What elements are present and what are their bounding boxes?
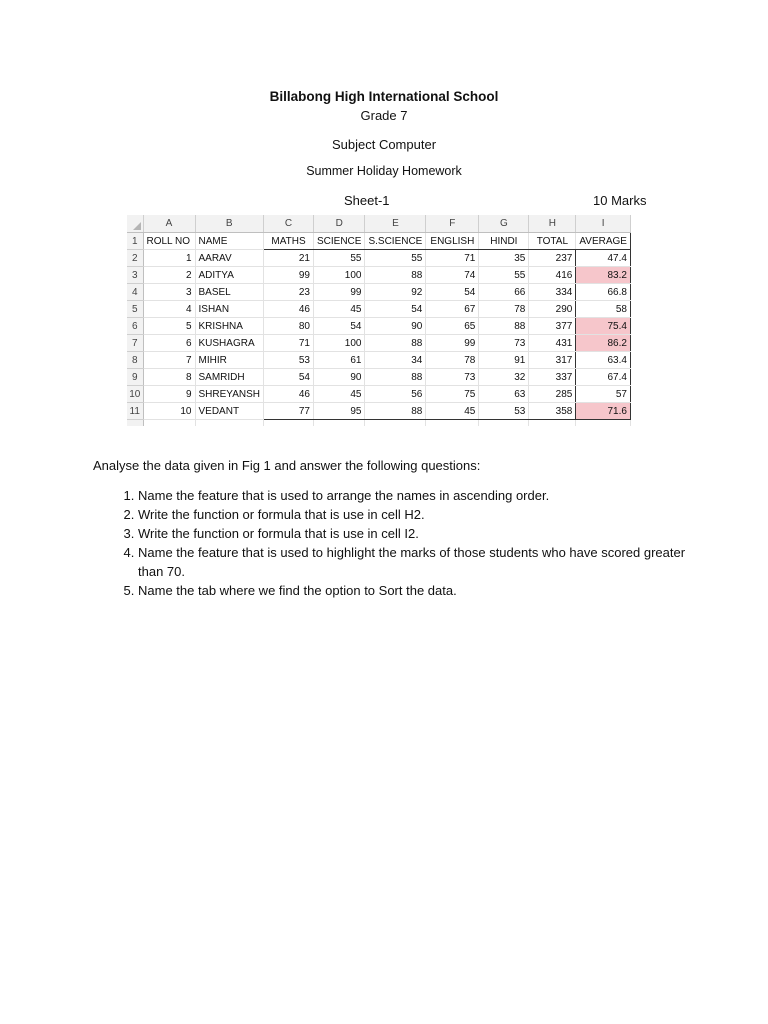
cell-g: 91 [479, 352, 529, 369]
cell-a: 6 [143, 335, 195, 352]
table-row [127, 403, 630, 420]
cell-g: 63 [479, 386, 529, 403]
cell-g: 66 [479, 284, 529, 301]
cell-a: 7 [143, 352, 195, 369]
row-header[interactable]: 4 [127, 284, 143, 301]
cell-e: 88 [365, 403, 426, 420]
table-row [127, 318, 630, 335]
cell-b: ISHAN [195, 301, 264, 318]
question-item: 1. Name the feature that is used to arrange the names in ascending order. [138, 486, 698, 505]
column-header[interactable]: D [314, 215, 365, 233]
table-row [127, 352, 630, 369]
cell-f: 73 [426, 369, 479, 386]
cell-e: 55 [365, 250, 426, 267]
cell-c: 77 [264, 403, 314, 420]
header-cell: HINDI [479, 233, 529, 250]
cell-d: 45 [314, 301, 365, 318]
row-header[interactable]: 7 [127, 335, 143, 352]
cell-d: 61 [314, 352, 365, 369]
table-row [127, 386, 630, 403]
question-item: 2. Write the function or formula that is use in cell H2. [138, 505, 698, 524]
question-list [106, 486, 698, 600]
cell-a: 5 [143, 318, 195, 335]
column-header[interactable]: A [143, 215, 195, 233]
cell-b: KUSHAGRA [195, 335, 264, 352]
homework-title: Summer Holiday Homework [306, 164, 462, 178]
cell-f: 74 [426, 267, 479, 284]
row-header[interactable]: 10 [127, 386, 143, 403]
header-cell: S.SCIENCE [365, 233, 426, 250]
cell-h: 358 [529, 403, 576, 420]
cell-b: SAMRIDH [195, 369, 264, 386]
cell-a: 4 [143, 301, 195, 318]
empty-cell [143, 420, 195, 427]
cell-a: 10 [143, 403, 195, 420]
cell-i: 57 [576, 386, 631, 403]
cell-b: ADITYA [195, 267, 264, 284]
cell-f: 99 [426, 335, 479, 352]
cell-d: 100 [314, 335, 365, 352]
spreadsheet-table [127, 215, 631, 426]
cell-e: 54 [365, 301, 426, 318]
cell-e: 56 [365, 386, 426, 403]
cell-g: 88 [479, 318, 529, 335]
question-item: 4. Name the feature that is used to highlight the marks of those students who have scored greater than 70. [138, 543, 698, 581]
grade-label: Grade 7 [360, 108, 408, 123]
empty-cell [264, 420, 314, 427]
cell-d: 45 [314, 386, 365, 403]
header-cell: MATHS [264, 233, 314, 250]
cell-i: 86.2 [576, 335, 631, 352]
cell-f: 67 [426, 301, 479, 318]
cell-c: 54 [264, 369, 314, 386]
row-header [127, 420, 143, 427]
cell-d: 95 [314, 403, 365, 420]
cell-i: 63.4 [576, 352, 631, 369]
cell-i: 83.2 [576, 267, 631, 284]
table-row [127, 233, 630, 250]
column-header[interactable]: E [365, 215, 426, 233]
empty-cell [479, 420, 529, 427]
cell-b: BASEL [195, 284, 264, 301]
cell-b: MIHIR [195, 352, 264, 369]
cell-i: 66.8 [576, 284, 631, 301]
cell-h: 317 [529, 352, 576, 369]
row-header[interactable]: 8 [127, 352, 143, 369]
cell-b: VEDANT [195, 403, 264, 420]
header-cell: SCIENCE [314, 233, 365, 250]
column-header[interactable]: I [576, 215, 631, 233]
column-header[interactable]: H [529, 215, 576, 233]
cell-g: 53 [479, 403, 529, 420]
cell-e: 90 [365, 318, 426, 335]
row-header[interactable]: 9 [127, 369, 143, 386]
cell-g: 35 [479, 250, 529, 267]
cell-f: 54 [426, 284, 479, 301]
cell-g: 55 [479, 267, 529, 284]
question-item: 5. Name the tab where we find the option to Sort the data. [138, 581, 698, 600]
cell-c: 23 [264, 284, 314, 301]
cell-b: KRISHNA [195, 318, 264, 335]
cell-h: 237 [529, 250, 576, 267]
empty-cell [314, 420, 365, 427]
cell-f: 75 [426, 386, 479, 403]
cell-c: 53 [264, 352, 314, 369]
cell-f: 65 [426, 318, 479, 335]
marks-label: 10 Marks [593, 193, 647, 208]
empty-cell [529, 420, 576, 427]
cell-c: 71 [264, 335, 314, 352]
cell-h: 290 [529, 301, 576, 318]
header-cell: TOTAL [529, 233, 576, 250]
header-cell: ENGLISH [426, 233, 479, 250]
select-all-corner[interactable] [127, 215, 143, 233]
row-header[interactable]: 1 [127, 233, 143, 250]
header-cell: NAME [195, 233, 264, 250]
spreadsheet-figure [127, 215, 631, 426]
table-row [127, 267, 630, 284]
column-header[interactable]: G [479, 215, 529, 233]
cell-g: 73 [479, 335, 529, 352]
cell-h: 285 [529, 386, 576, 403]
cell-i: 67.4 [576, 369, 631, 386]
cell-h: 431 [529, 335, 576, 352]
cell-d: 54 [314, 318, 365, 335]
cell-a: 8 [143, 369, 195, 386]
cell-e: 88 [365, 267, 426, 284]
cell-h: 377 [529, 318, 576, 335]
empty-cell [576, 420, 631, 427]
cell-d: 100 [314, 267, 365, 284]
cell-e: 92 [365, 284, 426, 301]
column-header[interactable]: B [195, 215, 264, 233]
cell-a: 1 [143, 250, 195, 267]
subject-label: Subject Computer [331, 137, 437, 152]
cell-g: 78 [479, 301, 529, 318]
header-cell: ROLL NO [143, 233, 195, 250]
cell-f: 45 [426, 403, 479, 420]
table-row-stub [127, 420, 630, 427]
table-row [127, 301, 630, 318]
cell-c: 99 [264, 267, 314, 284]
cell-i: 75.4 [576, 318, 631, 335]
cell-a: 9 [143, 386, 195, 403]
sheet-label: Sheet-1 [344, 193, 390, 208]
row-header[interactable]: 5 [127, 301, 143, 318]
cell-c: 80 [264, 318, 314, 335]
table-row [127, 250, 630, 267]
cell-b: SHREYANSH [195, 386, 264, 403]
cell-a: 2 [143, 267, 195, 284]
column-header[interactable]: C [264, 215, 314, 233]
instructions-text: Analyse the data given in Fig 1 and answer the following questions: [93, 458, 481, 473]
empty-cell [195, 420, 264, 427]
row-header[interactable]: 11 [127, 403, 143, 420]
select-all-icon [133, 222, 141, 230]
cell-h: 416 [529, 267, 576, 284]
column-header-row [127, 215, 630, 233]
cell-h: 337 [529, 369, 576, 386]
school-name: Billabong High International School [269, 89, 499, 104]
empty-cell [426, 420, 479, 427]
cell-b: AARAV [195, 250, 264, 267]
cell-c: 46 [264, 301, 314, 318]
cell-g: 32 [479, 369, 529, 386]
cell-i: 58 [576, 301, 631, 318]
cell-c: 46 [264, 386, 314, 403]
column-header[interactable]: F [426, 215, 479, 233]
cell-i: 71.6 [576, 403, 631, 420]
table-row [127, 335, 630, 352]
cell-h: 334 [529, 284, 576, 301]
cell-a: 3 [143, 284, 195, 301]
cell-i: 47.4 [576, 250, 631, 267]
question-item: 3. Write the function or formula that is use in cell I2. [138, 524, 698, 543]
table-row [127, 284, 630, 301]
cell-d: 90 [314, 369, 365, 386]
row-header[interactable]: 2 [127, 250, 143, 267]
header-cell: AVERAGE [576, 233, 631, 250]
cell-f: 71 [426, 250, 479, 267]
row-header[interactable]: 6 [127, 318, 143, 335]
cell-e: 88 [365, 369, 426, 386]
table-row [127, 369, 630, 386]
row-header[interactable]: 3 [127, 267, 143, 284]
cell-e: 34 [365, 352, 426, 369]
cell-f: 78 [426, 352, 479, 369]
cell-e: 88 [365, 335, 426, 352]
cell-d: 55 [314, 250, 365, 267]
empty-cell [365, 420, 426, 427]
cell-c: 21 [264, 250, 314, 267]
cell-d: 99 [314, 284, 365, 301]
